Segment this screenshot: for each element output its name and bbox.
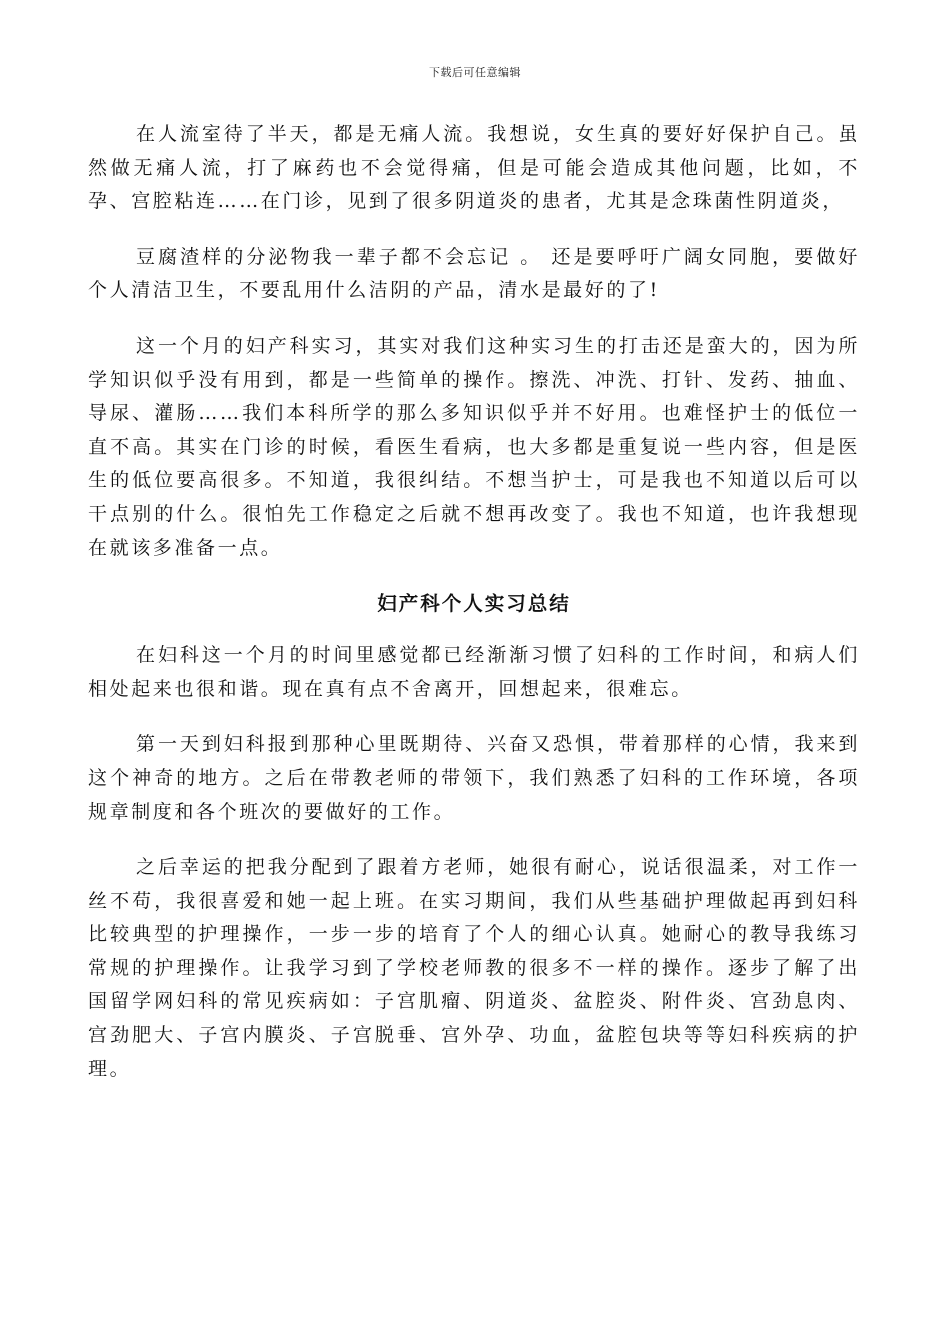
paragraph: 第一天到妇科报到那种心里既期待、兴奋又恐惧，带着那样的心情，我来到这个神奇的地方。之后在带教老师的带领下，我们熟悉了妇科的工作环境，各项规章制度和各个班次的要做好的工作。 <box>88 733 860 823</box>
paragraph: 豆腐渣样的分泌物我一辈子都不会忘记 。 还是要呼吁广阔女同胞，要做好个人清洁卫生，不要乱用什么洁阴的产品，清水是最好的了! <box>88 245 860 302</box>
paragraph: 之后幸运的把我分配到了跟着方老师，她很有耐心，说话很温柔，对工作一丝不苟，我很喜爱和她一起上班。在实习期间，我们从些基础护理做起再到妇科比较典型的护理操作，一步一步的培育了个人的细心认真。她耐心的教导我练习常规的护理操作。让我学习到了学校老师教的很多不一样的操作。逐步了解了出国留学网妇科的常见疾病如：子宫肌瘤、阴道炎、盆腔炎、附件炎、宫劲息肉、宫劲肥大、子宫内膜炎、子宫脱垂、宫外孕、功血，盆腔包块等等妇科疾病的护理。 <box>88 856 860 1080</box>
paragraph: 在妇科这一个月的时间里感觉都已经渐渐习惯了妇科的工作时间，和病人们相处起来也很和谐。现在真有点不舍离开，回想起来，很难忘。 <box>88 644 860 700</box>
page-header: 下载后可任意编辑 <box>429 66 521 79</box>
section-title: 妇产科个人实习总结 <box>377 592 571 616</box>
document-body <box>88 118 860 1108</box>
paragraph: 在人流室待了半天，都是无痛人流。我想说，女生真的要好好保护自己。虽然做无痛人流，打了麻药也不会觉得痛，但是可能会造成其他问题，比如，不孕、宫腔粘连……在门诊，见到了很多阴道炎的患者，尤其是念珠菌性阴道炎， <box>88 123 860 213</box>
paragraph: 这一个月的妇产科实习，其实对我们这种实习生的打击还是蛮大的，因为所学知识似乎没有用到，都是一些简单的操作。擦洗、冲洗、打针、发药、抽血、导尿、灌肠……我们本科所学的那么多知识似乎并不好用。也难怪护士的低位一直不高。其实在门诊的时候，看医生看病，也大多都是重复说一些内容，但是医生的低位要高很多。不知道，我很纠结。不想当护士，可是我也不知道以后可以干点别的什么。很怕先工作稳定之后就不想再改变了。我也不知道，也许我想现在就该多准备一点。 <box>88 334 860 559</box>
